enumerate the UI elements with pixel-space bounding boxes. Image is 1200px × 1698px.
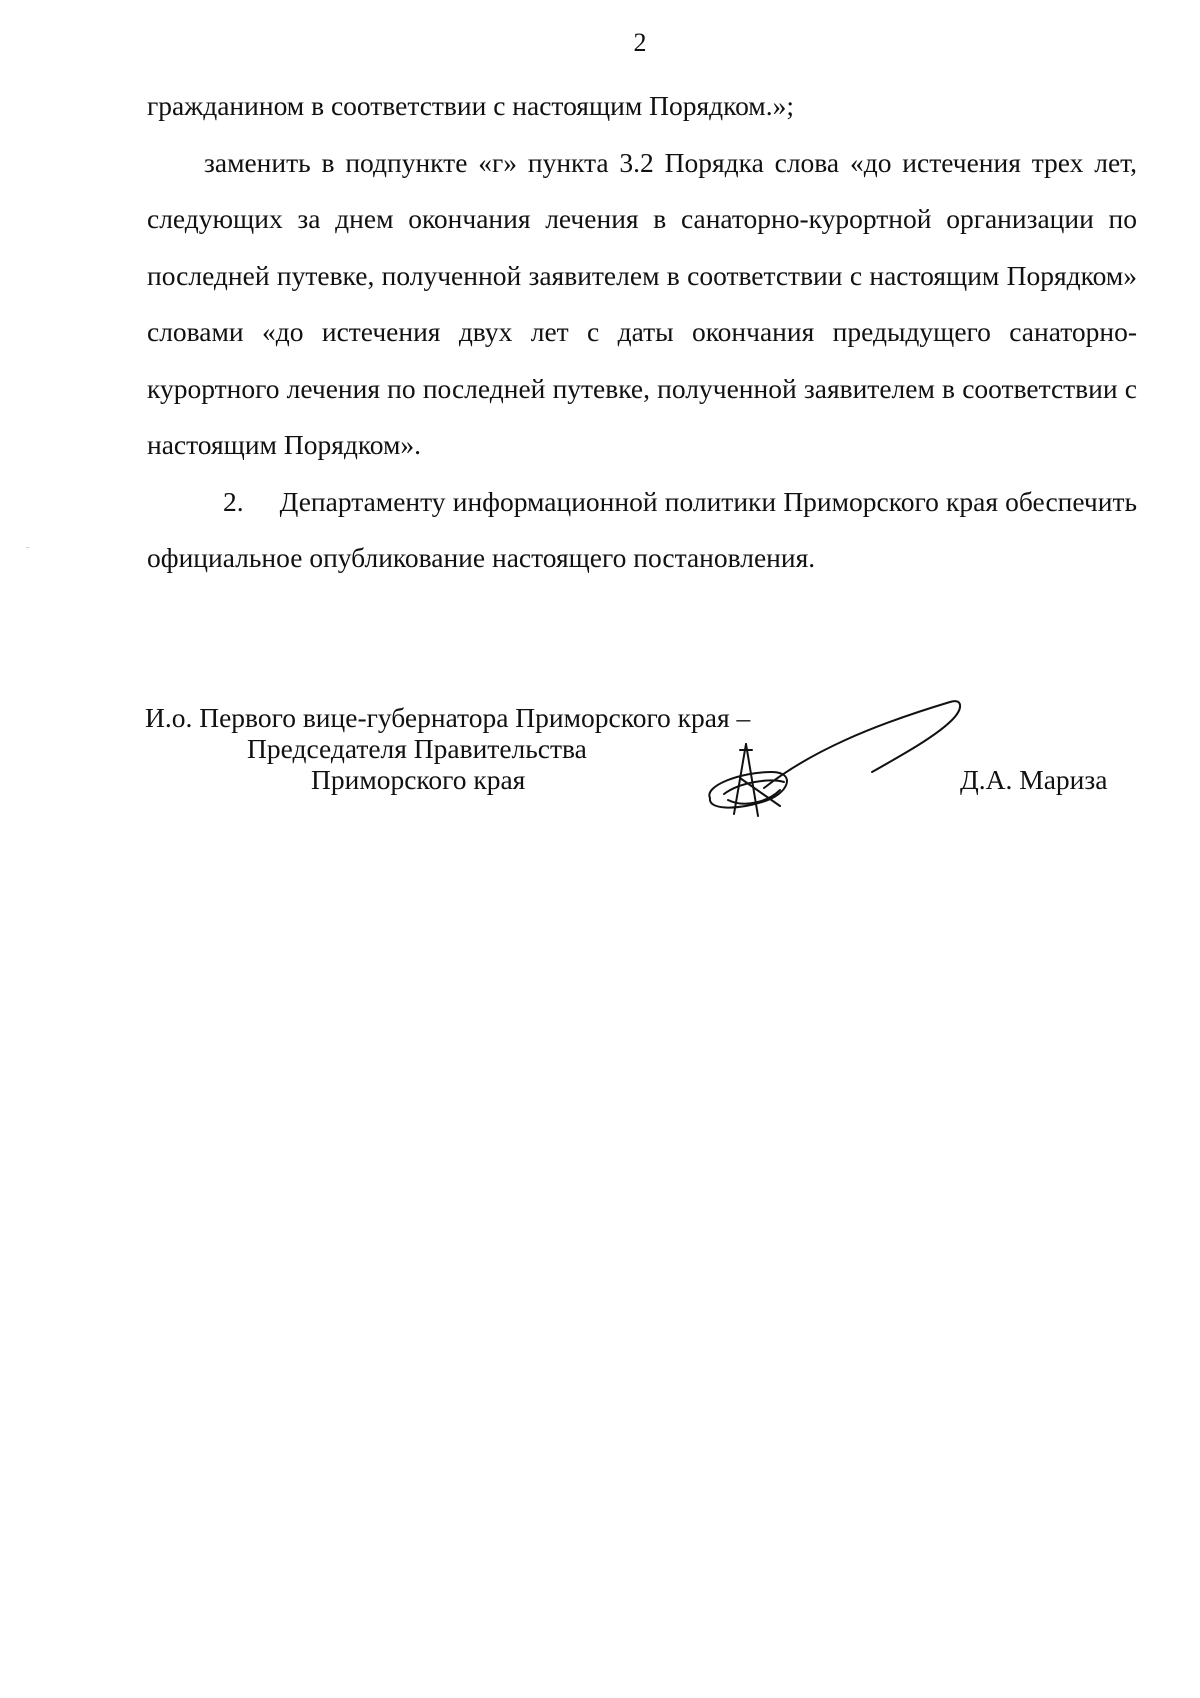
scan-speck — [26, 547, 29, 548]
signatory-title-line-2: Председателя Правительства — [247, 733, 587, 764]
page-number: 2 — [633, 28, 647, 57]
signatory-name: Д.А. Мариза — [960, 764, 1108, 795]
handwritten-signature — [700, 690, 970, 825]
signatory-title-line-3: Приморского края — [311, 764, 526, 795]
signatory-title-line-1: И.о. Первого вице-губернатора Приморского края – — [145, 702, 751, 733]
paragraph-continuation: гражданином в соответствии с настоящим Порядком.»; — [147, 90, 794, 121]
document-body — [147, 78, 1137, 587]
paragraph-item-2: 2. Департаменту информационной политики Приморского края обеспечить официальное опубликование настоящего постановления. — [147, 485, 1137, 573]
paragraph-amendment: заменить в подпункте «г» пункта 3.2 Порядка слова «до истечения трех лет, следующих за днем окончания лечения в санаторно-курортной организации по последней путевке, полученной заявителем в соответствии с настоящим Порядком» словами «до истечения двух лет с даты окончания предыдущего санаторно-курортного лечения по последней путевке, полученной заявителем в соответствии с настоящим Порядком». — [147, 146, 1137, 460]
